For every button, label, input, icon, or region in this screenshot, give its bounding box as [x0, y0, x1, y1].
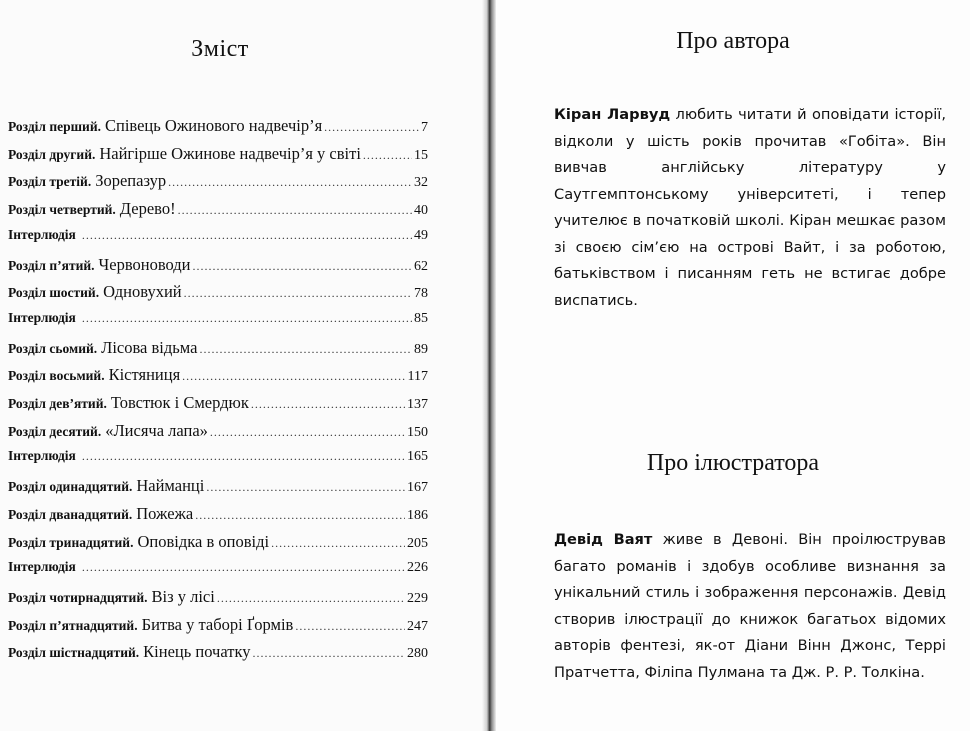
- toc-row-label: Розділ сьомий.: [8, 340, 98, 356]
- toc-row-label: Розділ другий.: [8, 146, 96, 162]
- toc-row: [8, 171, 428, 193]
- toc-row-leader: [217, 591, 405, 606]
- toc-row-leader: [271, 536, 405, 551]
- book-gutter: [482, 0, 496, 731]
- illustrator-bio: живе в Девоні. Він проілюстрував багато романів і здобув особливе визнання за унікальний стиль і зображення персонажів. Девід створив ілюстрації до книжок багатьох відомих авторів фентезі, як-от Діани Вінн Джонс, Террі Пратчетта, Філіпа Пулмана та Дж. Р. Р. Толкіна.: [554, 531, 946, 681]
- toc-row-page: 280: [407, 646, 428, 662]
- toc-row-label: Інтерлюдія: [8, 559, 76, 575]
- toc-row-label: Розділ восьмий.: [8, 368, 105, 384]
- toc-row-label: Розділ п’ятий.: [8, 257, 95, 273]
- toc-row-page: 167: [407, 480, 428, 496]
- toc-row-page: 229: [407, 590, 428, 606]
- about-illustrator-title: Про ілюстратора: [646, 450, 820, 476]
- toc-row-page: 85: [414, 310, 428, 326]
- left-page-toc: [0, 0, 482, 731]
- toc-row: [8, 144, 428, 166]
- toc-row-leader: [182, 369, 405, 384]
- toc-row-page: 247: [407, 618, 428, 634]
- toc-row: [8, 421, 428, 443]
- toc-row-label: Розділ перший.: [8, 119, 101, 134]
- toc-row-page: 15: [414, 147, 428, 163]
- toc-row-page: 150: [407, 424, 428, 440]
- toc-row: [8, 393, 428, 415]
- toc-row: [8, 476, 428, 498]
- toc-row: [8, 310, 428, 332]
- toc-row-leader: [363, 148, 412, 163]
- toc-row-title: Одновухий: [103, 282, 182, 302]
- about-author-text: [554, 102, 946, 314]
- toc-row-title: Найгірше Ожинове надвечір’я у світі: [99, 143, 361, 163]
- illustrator-name: Девід Ваят: [554, 531, 653, 548]
- toc-row-page: 205: [407, 535, 428, 551]
- toc-row-page: 89: [414, 341, 428, 357]
- toc-row-page: 62: [414, 258, 428, 274]
- toc-row: [8, 199, 428, 221]
- toc-row-page: 186: [407, 507, 428, 523]
- toc-row: [8, 116, 428, 138]
- toc-row: [8, 448, 428, 470]
- toc-row-page: 137: [407, 397, 428, 412]
- toc-row-label: Розділ шістнадцятий.: [8, 645, 140, 661]
- toc-row-title: Червоноводи: [98, 254, 191, 274]
- toc-row-label: Розділ тринадцятий.: [8, 534, 134, 550]
- toc-row-title: «Лисяча лапа»: [105, 420, 208, 440]
- toc-row-page: 117: [407, 369, 428, 385]
- toc-row-leader: [193, 259, 413, 274]
- toc-row-leader: [184, 286, 412, 301]
- toc-row-page: 226: [407, 560, 428, 576]
- toc-row-leader: [82, 560, 405, 575]
- toc-row-label: Розділ четвертий.: [8, 202, 116, 218]
- toc-row-title: Співець Ожинового надвечір’я: [104, 116, 323, 135]
- toc-row-leader: [252, 646, 405, 661]
- toc-row-leader: [82, 311, 412, 326]
- toc-row: [8, 615, 428, 637]
- toc-row-label: Інтерлюдія: [8, 448, 76, 464]
- toc-row: [8, 532, 428, 554]
- toc-row-leader: [251, 397, 405, 412]
- about-author-title: Про автора: [676, 28, 790, 54]
- toc-row-leader: [295, 619, 405, 634]
- toc-row-title: Лісова відьма: [101, 337, 198, 357]
- toc-row-leader: [206, 480, 405, 495]
- toc-row-leader: [82, 228, 412, 243]
- toc-title: Зміст: [191, 36, 249, 62]
- toc-row-page: 78: [414, 286, 428, 302]
- author-name: Кіран Ларвуд: [554, 106, 671, 123]
- toc-row-leader: [168, 175, 412, 190]
- toc-row-title: Оповідка в оповіді: [137, 531, 270, 551]
- toc-row-title: Кістяниця: [108, 365, 181, 385]
- toc-row-label: Інтерлюдія: [8, 309, 76, 325]
- toc-row-label: Розділ дванадцятий.: [8, 506, 133, 522]
- toc-row: [8, 559, 428, 581]
- toc-row-title: Товстюк і Смердюк: [110, 393, 249, 412]
- toc-row-page: 40: [414, 203, 428, 219]
- toc-row: [8, 338, 428, 360]
- toc-row-title: Дерево!: [119, 199, 176, 219]
- toc-row-title: Найманці: [136, 476, 205, 496]
- toc-row: [8, 587, 428, 609]
- toc-row: [8, 642, 428, 664]
- toc-row-label: Інтерлюдія: [8, 226, 76, 242]
- toc-row-label: Розділ третій.: [8, 174, 92, 190]
- toc-row: [8, 365, 428, 387]
- toc-row-leader: [210, 425, 405, 440]
- toc-row-label: Розділ шостий.: [8, 285, 100, 301]
- toc-row-leader: [199, 342, 412, 357]
- toc-row-page: 32: [414, 175, 428, 191]
- toc-row-page: 49: [414, 227, 428, 243]
- toc-row-title: Пожежа: [136, 503, 194, 523]
- toc-row-title: Битва у таборі Ґормів: [141, 614, 294, 634]
- toc-row-label: Розділ чотирнадцятий.: [8, 589, 148, 605]
- toc-row: [8, 255, 428, 277]
- toc-row-label: Розділ одинадцятий.: [8, 479, 133, 495]
- toc-row-page: 165: [407, 449, 428, 465]
- about-illustrator-text: [554, 527, 946, 686]
- toc-row-leader: [82, 449, 405, 464]
- toc-row: [8, 227, 428, 249]
- toc-row-label: Розділ дев’ятий.: [8, 396, 107, 411]
- toc-row-title: Віз у лісі: [151, 586, 215, 606]
- toc-row-leader: [178, 203, 412, 218]
- toc-row-label: Розділ десятий.: [8, 423, 102, 439]
- toc-row-leader: [324, 120, 419, 135]
- toc-row-label: Розділ п’ятнадцятий.: [8, 617, 138, 633]
- toc-row: [8, 282, 428, 304]
- toc-row-title: Кінець початку: [143, 642, 251, 662]
- toc-row-leader: [195, 508, 405, 523]
- toc-row-page: 7: [421, 120, 428, 135]
- right-page: [496, 0, 970, 731]
- toc-row-title: Зорепазур: [95, 171, 167, 191]
- toc-row: [8, 504, 428, 526]
- author-bio: любить читати й оповідати історії, відколи у шість років прочитав «Гобіта». Він вивчав англійську літературу у Саутгемптонському університеті, і тепер учителює в початковій школі. Кіран мешкає разом зі своєю сім’єю на острові Вайт, і за роботою, батьківством і писанням геть не встигає добре виспатись.: [554, 106, 947, 309]
